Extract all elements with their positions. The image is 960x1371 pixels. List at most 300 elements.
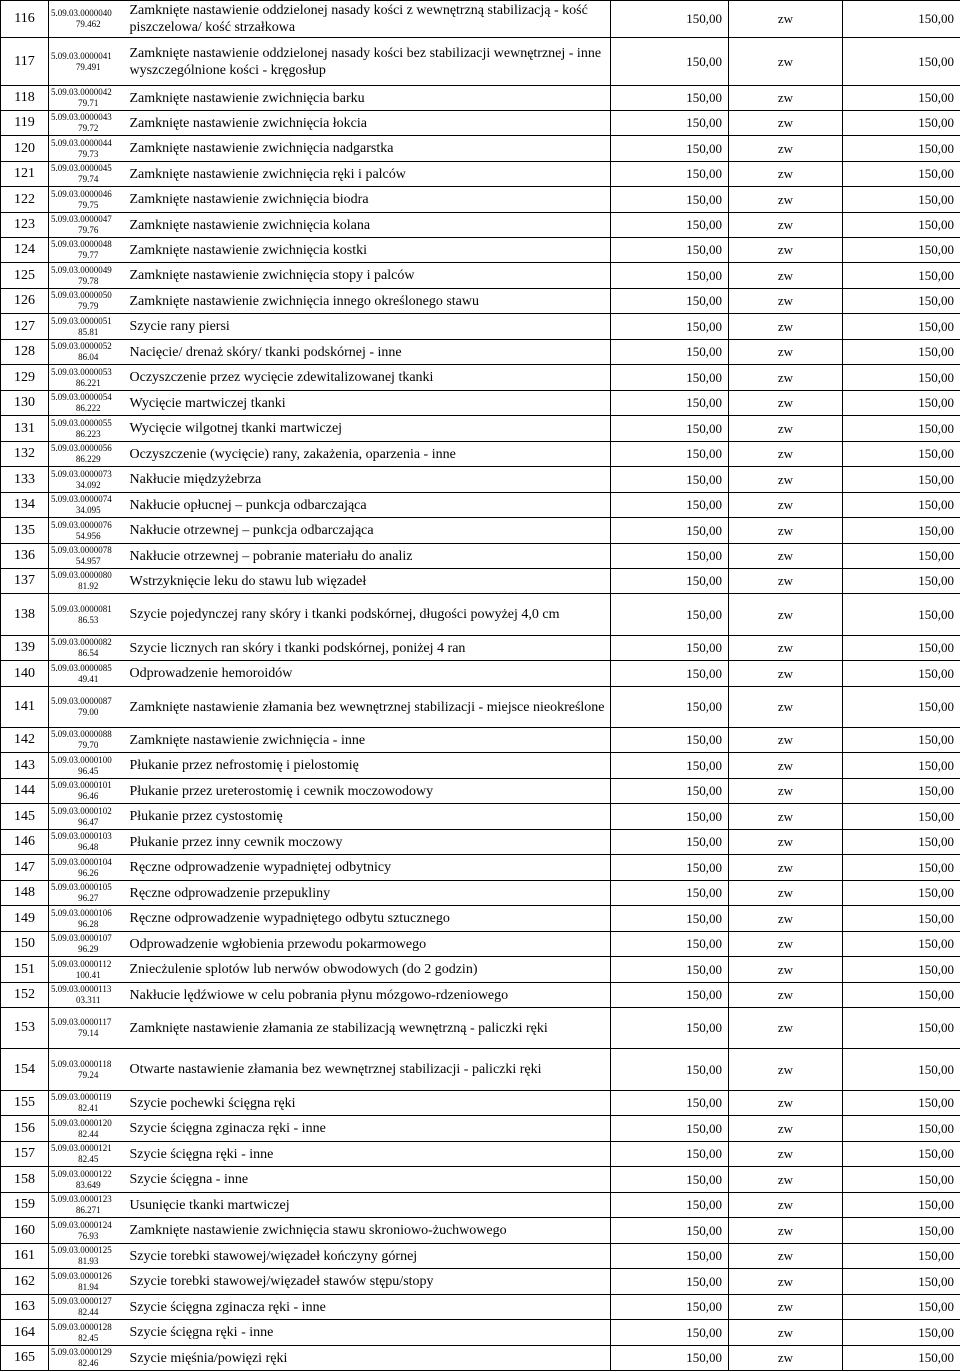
vat-rate: zw	[729, 86, 843, 111]
row-number: 132	[1, 442, 49, 467]
procedure-name: Płukanie przez ureterostomię i cewnik moczowodowy	[128, 779, 611, 804]
table-row	[1, 1116, 960, 1142]
procedure-name: Szycie pochewki ścięgna ręki	[128, 1091, 611, 1116]
gross-price: 150,00	[843, 1091, 960, 1116]
net-price: 150,00	[611, 38, 729, 86]
procedure-code-icd: 79.79	[78, 301, 99, 311]
gross-price: 150,00	[843, 779, 960, 804]
procedure-code-main: 5.09.03.0000124	[51, 1219, 112, 1230]
row-number: 154	[1, 1049, 49, 1091]
net-price: 150,00	[611, 1218, 729, 1244]
procedure-code-icd: 54.956	[75, 530, 101, 541]
gross-price: 150,00	[843, 1320, 960, 1346]
gross-price: 150,00	[843, 1218, 960, 1244]
procedure-code	[49, 906, 128, 932]
row-number: 150	[1, 932, 49, 957]
procedure-code-icd: 79.24	[78, 1069, 99, 1080]
vat-rate: zw	[729, 1142, 843, 1167]
procedure-code-icd: 82.45	[78, 1332, 99, 1343]
procedure-code	[49, 779, 128, 804]
procedure-code	[49, 569, 128, 594]
table-row	[1, 687, 960, 728]
procedure-name: Zamknięte nastawienie oddzielonej nasady kości bez stabilizacji wewnętrznej - inne wyszczególnione kości - kręgosłup	[128, 38, 611, 86]
procedure-name: Szycie torebki stawowej/więzadeł kończyny górnej	[128, 1244, 611, 1269]
table-row	[1, 753, 960, 779]
vat-rate: zw	[729, 1295, 843, 1320]
table-row	[1, 1218, 960, 1244]
row-number: 116	[1, 1, 49, 38]
procedure-code-icd: 96.27	[78, 893, 99, 903]
gross-price: 150,00	[843, 86, 960, 111]
procedure-code-main: 5.09.03.0000048	[51, 239, 112, 249]
table-row	[1, 830, 960, 855]
table-row	[1, 1008, 960, 1049]
vat-rate: zw	[729, 636, 843, 661]
gross-price: 150,00	[843, 569, 960, 594]
gross-price: 150,00	[843, 983, 960, 1008]
gross-price: 150,00	[843, 1008, 960, 1049]
table-row	[1, 855, 960, 881]
procedure-code	[49, 111, 128, 136]
procedure-code-icd: 79.71	[78, 98, 99, 108]
net-price: 150,00	[611, 569, 729, 594]
row-number: 131	[1, 416, 49, 442]
gross-price: 150,00	[843, 636, 960, 661]
procedure-name: Usunięcie tkanki martwiczej	[128, 1193, 611, 1218]
vat-rate: zw	[729, 493, 843, 518]
net-price: 150,00	[611, 187, 729, 213]
procedure-code-main: 5.09.03.0000112	[51, 958, 112, 969]
procedure-name: Zamknięte nastawienie zwichnięcia kostki	[128, 238, 611, 263]
table-row	[1, 187, 960, 213]
table-row	[1, 263, 960, 289]
procedure-code	[49, 753, 128, 779]
vat-rate: zw	[729, 661, 843, 687]
procedure-code	[49, 213, 128, 238]
vat-rate: zw	[729, 213, 843, 238]
gross-price: 150,00	[843, 365, 960, 391]
gross-price: 150,00	[843, 1049, 960, 1091]
procedure-code-icd: 86.223	[75, 428, 101, 439]
procedure-code-icd: 79.462	[75, 19, 101, 29]
procedure-code	[49, 238, 128, 263]
procedure-name: Płukanie przez nefrostomię i pielostomię	[128, 753, 611, 779]
procedure-name: Zamknięte nastawienie zwichnięcia łokcia	[128, 111, 611, 136]
procedure-code-icd: 100.41	[75, 969, 101, 980]
net-price: 150,00	[611, 1193, 729, 1218]
table-row	[1, 1346, 960, 1371]
table-row	[1, 636, 960, 661]
gross-price: 150,00	[843, 493, 960, 518]
procedure-code-main: 5.09.03.0000081	[51, 603, 112, 614]
row-number: 133	[1, 467, 49, 493]
procedure-code-main: 5.09.03.0000087	[51, 696, 112, 706]
gross-price: 150,00	[843, 136, 960, 162]
procedure-code-icd: 86.222	[75, 403, 101, 413]
procedure-name: Szycie ścięgna zginacza ręki - inne	[128, 1116, 611, 1142]
procedure-code	[49, 86, 128, 111]
procedure-name: Ręczne odprowadzenie przepukliny	[128, 881, 611, 906]
procedure-code-icd: 34.092	[75, 479, 101, 490]
procedure-name: Oczyszczenie (wycięcie) rany, zakażenia, oparzenia - inne	[128, 442, 611, 467]
procedure-code	[49, 518, 128, 544]
procedure-name: Zamknięte nastawienie zwichnięcia kolana	[128, 213, 611, 238]
row-number: 156	[1, 1116, 49, 1142]
procedure-name: Szycie ścięgna ręki - inne	[128, 1142, 611, 1167]
vat-rate: zw	[729, 187, 843, 213]
row-number: 153	[1, 1008, 49, 1049]
procedure-code	[49, 391, 128, 416]
row-number: 145	[1, 804, 49, 830]
row-number: 159	[1, 1193, 49, 1218]
net-price: 150,00	[611, 442, 729, 467]
gross-price: 150,00	[843, 661, 960, 687]
procedure-code-main: 5.09.03.0000051	[51, 315, 112, 326]
gross-price: 150,00	[843, 38, 960, 86]
procedure-code	[49, 1008, 128, 1049]
table-row	[1, 238, 960, 263]
vat-rate: zw	[729, 518, 843, 544]
gross-price: 150,00	[843, 753, 960, 779]
table-row	[1, 1193, 960, 1218]
procedure-code	[49, 136, 128, 162]
net-price: 150,00	[611, 661, 729, 687]
row-number: 117	[1, 38, 49, 86]
procedure-code-icd: 86.53	[78, 614, 99, 625]
table-row	[1, 213, 960, 238]
vat-rate: zw	[729, 855, 843, 881]
procedure-code	[49, 881, 128, 906]
procedure-code-main: 5.09.03.0000085	[51, 662, 112, 673]
procedure-code	[49, 636, 128, 661]
vat-rate: zw	[729, 391, 843, 416]
vat-rate: zw	[729, 38, 843, 86]
vat-rate: zw	[729, 162, 843, 187]
row-number: 129	[1, 365, 49, 391]
procedure-name: Zamknięte nastawienie zwichnięcia biodra	[128, 187, 611, 213]
procedure-code-icd: 81.92	[78, 581, 99, 591]
procedure-code-main: 5.09.03.0000100	[51, 754, 112, 765]
row-number: 118	[1, 86, 49, 111]
gross-price: 150,00	[843, 111, 960, 136]
table-row	[1, 957, 960, 983]
table-row	[1, 289, 960, 314]
procedure-code-icd: 79.491	[75, 61, 101, 72]
procedure-code	[49, 1218, 128, 1244]
vat-rate: zw	[729, 728, 843, 753]
procedure-code	[49, 314, 128, 340]
table-row	[1, 442, 960, 467]
row-number: 120	[1, 136, 49, 162]
procedure-name: Szycie rany piersi	[128, 314, 611, 340]
procedure-code	[49, 289, 128, 314]
procedure-code-icd: 79.76	[78, 225, 99, 235]
procedure-code-main: 5.09.03.0000076	[51, 519, 112, 530]
net-price: 150,00	[611, 493, 729, 518]
procedure-code-main: 5.09.03.0000054	[51, 392, 112, 402]
procedure-code-icd: 96.26	[78, 867, 99, 878]
vat-rate: zw	[729, 881, 843, 906]
net-price: 150,00	[611, 162, 729, 187]
gross-price: 150,00	[843, 728, 960, 753]
gross-price: 150,00	[843, 830, 960, 855]
table-row	[1, 467, 960, 493]
vat-rate: zw	[729, 957, 843, 983]
procedure-name: Zamknięte nastawienie zwichnięcia - inne	[128, 728, 611, 753]
procedure-code-icd: 79.74	[78, 174, 99, 184]
net-price: 150,00	[611, 1295, 729, 1320]
net-price: 150,00	[611, 365, 729, 391]
table-row	[1, 906, 960, 932]
vat-rate: zw	[729, 687, 843, 728]
procedure-name: Szycie ścięgna - inne	[128, 1167, 611, 1193]
procedure-code-main: 5.09.03.0000118	[51, 1058, 112, 1069]
net-price: 150,00	[611, 544, 729, 569]
gross-price: 150,00	[843, 518, 960, 544]
gross-price: 150,00	[843, 1, 960, 38]
row-number: 148	[1, 881, 49, 906]
procedure-code-main: 5.09.03.0000119	[51, 1092, 112, 1102]
vat-rate: zw	[729, 1116, 843, 1142]
gross-price: 150,00	[843, 1167, 960, 1193]
table-row	[1, 661, 960, 687]
row-number: 128	[1, 340, 49, 365]
gross-price: 150,00	[843, 1142, 960, 1167]
procedure-code-icd: 82.44	[78, 1128, 99, 1139]
gross-price: 150,00	[843, 855, 960, 881]
vat-rate: zw	[729, 544, 843, 569]
net-price: 150,00	[611, 86, 729, 111]
procedure-code	[49, 442, 128, 467]
net-price: 150,00	[611, 779, 729, 804]
row-number: 124	[1, 238, 49, 263]
gross-price: 150,00	[843, 162, 960, 187]
vat-rate: zw	[729, 983, 843, 1008]
procedure-name: Szycie ścięgna ręki - inne	[128, 1320, 611, 1346]
net-price: 150,00	[611, 1, 729, 38]
net-price: 150,00	[611, 238, 729, 263]
procedure-name: Zamknięte nastawienie zwichnięcia nadgarstka	[128, 136, 611, 162]
gross-price: 150,00	[843, 594, 960, 636]
row-number: 135	[1, 518, 49, 544]
vat-rate: zw	[729, 442, 843, 467]
procedure-name: Odprowadzenie hemoroidów	[128, 661, 611, 687]
vat-rate: zw	[729, 238, 843, 263]
procedure-code-icd: 96.29	[78, 944, 99, 954]
net-price: 150,00	[611, 1244, 729, 1269]
price-table-body	[1, 1, 960, 1371]
row-number: 155	[1, 1091, 49, 1116]
procedure-name: Szycie pojedynczej rany skóry i tkanki podskórnej, długości powyżej 4,0 cm	[128, 594, 611, 636]
vat-rate: zw	[729, 1, 843, 38]
procedure-code-main: 5.09.03.0000129	[51, 1347, 112, 1357]
procedure-code-main: 5.09.03.0000121	[51, 1143, 112, 1153]
net-price: 150,00	[611, 932, 729, 957]
procedure-code-main: 5.09.03.0000102	[51, 805, 112, 816]
procedure-name: Nakłucie opłucnej – punkcja odbarczająca	[128, 493, 611, 518]
vat-rate: zw	[729, 416, 843, 442]
table-row	[1, 162, 960, 187]
procedure-code-main: 5.09.03.0000127	[51, 1296, 112, 1306]
procedure-name: Nakłucie otrzewnej – punkcja odbarczająca	[128, 518, 611, 544]
gross-price: 150,00	[843, 238, 960, 263]
vat-rate: zw	[729, 1320, 843, 1346]
procedure-code-main: 5.09.03.0000047	[51, 214, 112, 224]
row-number: 140	[1, 661, 49, 687]
vat-rate: zw	[729, 569, 843, 594]
procedure-code-main: 5.09.03.0000080	[51, 570, 112, 580]
procedure-code	[49, 957, 128, 983]
table-row	[1, 518, 960, 544]
gross-price: 150,00	[843, 881, 960, 906]
row-number: 137	[1, 569, 49, 594]
procedure-code-icd: 79.70	[78, 740, 99, 750]
procedure-code-icd: 79.14	[78, 1028, 99, 1038]
procedure-code-icd: 82.45	[78, 1154, 99, 1164]
vat-rate: zw	[729, 289, 843, 314]
procedure-code	[49, 661, 128, 687]
procedure-name: Zamknięte nastawienie złamania ze stabilizacją wewnętrzną - paliczki ręki	[128, 1008, 611, 1049]
gross-price: 150,00	[843, 932, 960, 957]
row-number: 130	[1, 391, 49, 416]
procedure-code-icd: 79.73	[78, 148, 99, 159]
vat-rate: zw	[729, 263, 843, 289]
procedure-name: Oczyszczenie przez wycięcie zdewitalizowanej tkanki	[128, 365, 611, 391]
row-number: 139	[1, 636, 49, 661]
row-number: 119	[1, 111, 49, 136]
vat-rate: zw	[729, 314, 843, 340]
gross-price: 150,00	[843, 213, 960, 238]
net-price: 150,00	[611, 1346, 729, 1371]
procedure-code-main: 5.09.03.0000053	[51, 366, 112, 377]
procedure-code	[49, 416, 128, 442]
procedure-code	[49, 493, 128, 518]
procedure-name: Odprowadzenie wgłobienia przewodu pokarmowego	[128, 932, 611, 957]
row-number: 127	[1, 314, 49, 340]
vat-rate: zw	[729, 1091, 843, 1116]
procedure-code-main: 5.09.03.0000049	[51, 264, 112, 275]
procedure-code-icd: 79.77	[78, 250, 99, 260]
procedure-name: Zamknięte nastawienie zwichnięcia innego określonego stawu	[128, 289, 611, 314]
procedure-code-main: 5.09.03.0000055	[51, 417, 112, 428]
row-number: 160	[1, 1218, 49, 1244]
procedure-code-icd: 86.54	[78, 648, 99, 658]
procedure-code-icd: 96.48	[78, 842, 99, 852]
net-price: 150,00	[611, 136, 729, 162]
vat-rate: zw	[729, 365, 843, 391]
table-row	[1, 804, 960, 830]
procedure-name: Wycięcie wilgotnej tkanki martwiczej	[128, 416, 611, 442]
row-number: 152	[1, 983, 49, 1008]
row-number: 136	[1, 544, 49, 569]
gross-price: 150,00	[843, 289, 960, 314]
procedure-code-main: 5.09.03.0000125	[51, 1245, 112, 1255]
procedure-name: Płukanie przez cystostomię	[128, 804, 611, 830]
vat-rate: zw	[729, 753, 843, 779]
procedure-name: Nacięcie/ drenaż skóry/ tkanki podskórnej - inne	[128, 340, 611, 365]
table-row	[1, 391, 960, 416]
vat-rate: zw	[729, 340, 843, 365]
procedure-name: Zamknięte nastawienie zwichnięcia ręki i palców	[128, 162, 611, 187]
net-price: 150,00	[611, 416, 729, 442]
net-price: 150,00	[611, 1167, 729, 1193]
net-price: 150,00	[611, 314, 729, 340]
procedure-code-icd: 82.41	[78, 1103, 99, 1113]
procedure-name: Nakłucie międzyżebrza	[128, 467, 611, 493]
vat-rate: zw	[729, 1167, 843, 1193]
row-number: 157	[1, 1142, 49, 1167]
net-price: 150,00	[611, 983, 729, 1008]
table-row	[1, 1142, 960, 1167]
table-row	[1, 416, 960, 442]
gross-price: 150,00	[843, 467, 960, 493]
vat-rate: zw	[729, 804, 843, 830]
procedure-code-icd: 85.81	[78, 326, 99, 337]
table-row	[1, 38, 960, 86]
procedure-code-main: 5.09.03.0000128	[51, 1321, 112, 1332]
vat-rate: zw	[729, 1346, 843, 1371]
procedure-name: Płukanie przez inny cewnik moczowy	[128, 830, 611, 855]
row-number: 121	[1, 162, 49, 187]
procedure-code-icd: 79.72	[78, 123, 99, 133]
procedure-code-icd: 96.45	[78, 765, 99, 776]
gross-price: 150,00	[843, 1295, 960, 1320]
procedure-code-icd: 81.93	[78, 1256, 99, 1266]
net-price: 150,00	[611, 518, 729, 544]
net-price: 150,00	[611, 753, 729, 779]
row-number: 126	[1, 289, 49, 314]
procedure-name: Wycięcie martwiczej tkanki	[128, 391, 611, 416]
procedure-code	[49, 830, 128, 855]
row-number: 141	[1, 687, 49, 728]
row-number: 163	[1, 1295, 49, 1320]
procedure-code	[49, 728, 128, 753]
row-number: 138	[1, 594, 49, 636]
net-price: 150,00	[611, 391, 729, 416]
procedure-code	[49, 1091, 128, 1116]
procedure-code-main: 5.09.03.0000046	[51, 188, 112, 199]
net-price: 150,00	[611, 728, 729, 753]
table-row	[1, 86, 960, 111]
table-row	[1, 314, 960, 340]
procedure-code	[49, 1, 128, 38]
vat-rate: zw	[729, 830, 843, 855]
gross-price: 150,00	[843, 314, 960, 340]
procedure-code-main: 5.09.03.0000042	[51, 87, 112, 97]
row-number: 162	[1, 1269, 49, 1295]
procedure-code-main: 5.09.03.0000044	[51, 137, 112, 148]
procedure-code-main: 5.09.03.0000104	[51, 856, 112, 867]
net-price: 150,00	[611, 687, 729, 728]
procedure-name: Zamknięte nastawienie złamania bez wewnętrznej stabilizacji - miejsce nieokreślone	[128, 687, 611, 728]
row-number: 151	[1, 957, 49, 983]
procedure-code-icd: 54.957	[75, 556, 101, 566]
vat-rate: zw	[729, 906, 843, 932]
gross-price: 150,00	[843, 1116, 960, 1142]
procedure-code	[49, 983, 128, 1008]
row-number: 164	[1, 1320, 49, 1346]
procedure-name: Zniecżulenie splotów lub nerwów obwodowych (do 2 godzin)	[128, 957, 611, 983]
net-price: 150,00	[611, 957, 729, 983]
net-price: 150,00	[611, 289, 729, 314]
procedure-code-icd: 49.41	[78, 673, 99, 684]
gross-price: 150,00	[843, 1193, 960, 1218]
procedure-name: Zamknięte nastawienie zwichnięcia stawu skroniowo-żuchwowego	[128, 1218, 611, 1244]
procedure-code-main: 5.09.03.0000120	[51, 1117, 112, 1128]
procedure-name: Szycie licznych ran skóry i tkanki podskórnej, poniżej 4 ran	[128, 636, 611, 661]
procedure-code-main: 5.09.03.0000043	[51, 112, 112, 122]
procedure-name: Szycie torebki stawowej/więzadeł stawów stępu/stopy	[128, 1269, 611, 1295]
